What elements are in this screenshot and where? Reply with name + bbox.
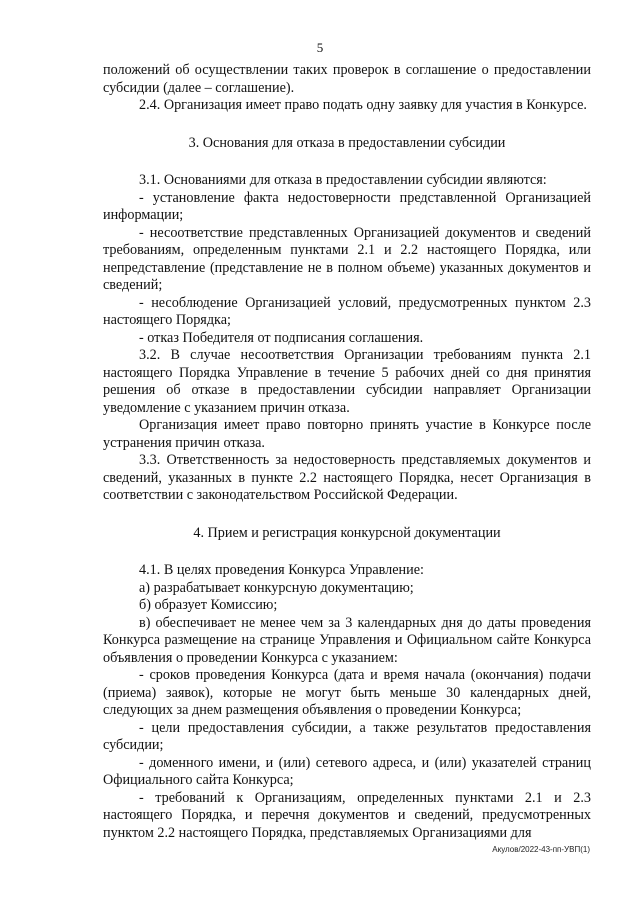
list-item: - доменного имени, и (или) сетевого адреса, и (или) указателей страниц Официального сайта Конкурса; [103,754,591,788]
paragraph: положений об осуществлении таких проверок в соглашение о предоставлении субсидии (далее – соглашение). [103,62,591,96]
spacer [103,505,591,525]
section-heading-4: 4. Прием и регистрация конкурсной документации [193,524,501,541]
list-item: - цели предоставления субсидии, а также результатов предоставления субсидии; [103,719,591,753]
paragraph: 3.2. В случае несоответствия Организации требованиям пункта 2.1 настоящего Порядка Управление в течение 5 рабочих дней со дня принятия решения об отказе в предоставлении субсидии направляет Организации уведомление с указанием причин отказа. [103,347,591,416]
paragraph: 3.1. Основаниями для отказа в предоставлении субсидии являются: [139,172,547,188]
spacer [103,152,591,172]
list-item: в) обеспечивает не менее чем за 3 календарных дня до даты проведения Конкурса размещение на странице Управления и Официальном сайте Конкурса объявления о проведении Конкурса с указанием: [103,614,591,666]
list-item: - установление факта недостоверности представленной Организацией информации; [103,189,591,223]
paragraph: 4.1. В целях проведения Конкурса Управление: [139,562,424,578]
spacer [103,542,591,562]
paragraph: 3.3. Ответственность за недостоверность представляемых документов и сведений, указанных в пункте 2.2 настоящего Порядка, несет Организация в соответствии с законодательством Российской Федерации. [103,452,591,503]
paragraph: 2.4. Организация имеет право подать одну заявку для участия в Конкурсе. [139,97,587,113]
list-item: а) разрабатывает конкурсную документацию; [139,579,414,596]
document-body [103,62,591,842]
list-item: - требований к Организациям, определенных пунктами 2.1 и 2.3 настоящего Порядка, и перечня документов и сведений, предусмотренных пунктом 2.2 настоящего Порядка, представляемых Организациями для [103,789,591,841]
spacer [103,115,591,135]
paragraph: Организация имеет право повторно принять участие в Конкурсе после устранения причин отказа. [103,417,591,451]
list-item: - несоблюдение Организацией условий, предусмотренных пунктом 2.3 настоящего Порядка; [103,294,591,328]
list-item: - сроков проведения Конкурса (дата и время начала (окончания) подачи (приема) заявок), которые не могут быть меньше 30 календарных дней, следующих за днем размещения объявления о проведении Конкурса; [103,667,591,718]
page-number: 5 [316,40,324,55]
list-item: б) образует Комиссию; [139,597,278,613]
document-footer-code: Акулов/2022-43-пп-УВП(1) [492,845,590,854]
list-item: - несоответствие представленных Организацией документов и сведений требованиям, определенным пунктами 2.1 и 2.2 настоящего Порядка, или непредставление (представление не в полном объеме) указанных документов и сведений; [103,224,591,293]
section-heading-3: 3. Основания для отказа в предоставлении субсидии [188,134,506,151]
list-item: - отказ Победителя от подписания соглашения. [139,329,424,346]
